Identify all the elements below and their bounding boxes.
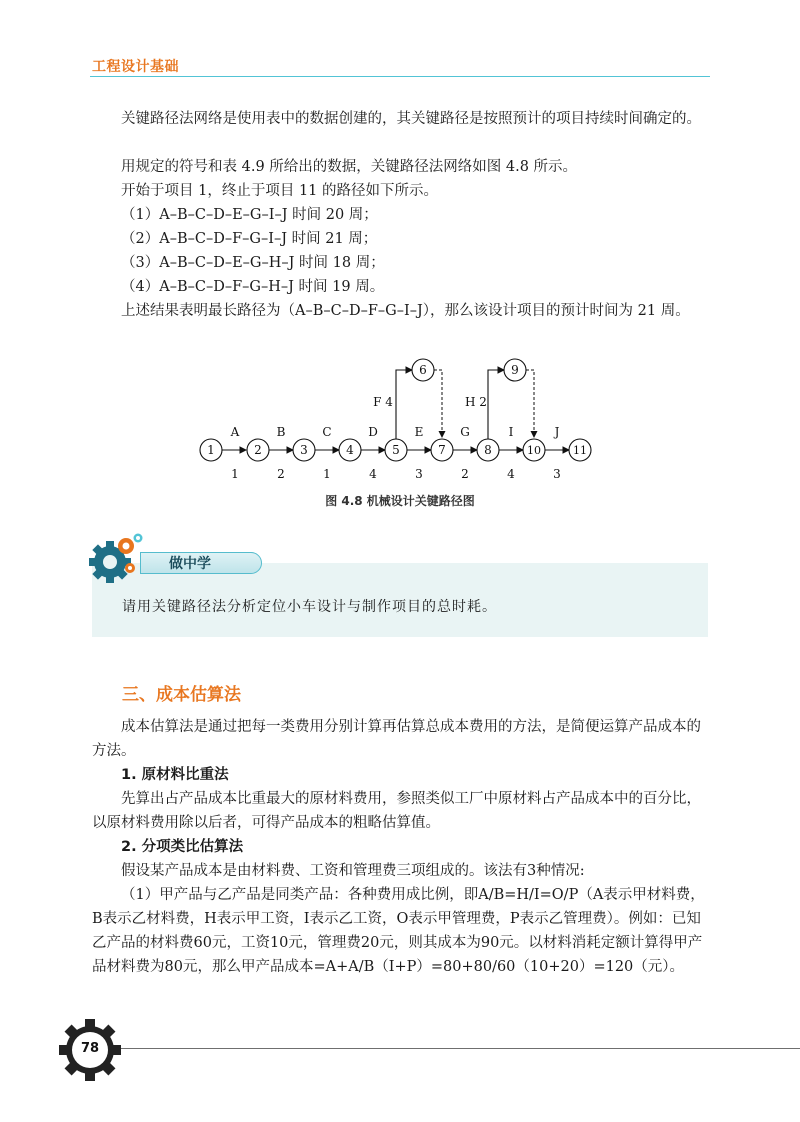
case-1-text: （1）甲产品与乙产品是同类产品：各种费用成比例，即A/B=H/I=O/P（A表示甲材料费，B表示乙材料费，H表示甲工资，I表示乙工资，O表示甲管理费，P表示乙管理费）。例如：已知乙产品的材料费60元，工资10元，管理费20元，则其成本为90元。以材料消耗定额计算得甲产品材料费为80元，那么甲产品成本=A+A/B（I+P）=80+80/60（10+20）=120（元）。 (92, 887, 705, 975)
activity-label: E (414, 425, 424, 439)
activity-label: A (230, 425, 240, 439)
path-item-4: （4）A–B–C–D–F–G–H–J 时间 19 周。 (121, 279, 385, 295)
gears-icon (88, 532, 148, 588)
section-title: 三、成本估算法 (122, 685, 241, 705)
subsection-text-2: 假设某产品成本是由材料费、工资和管理费三项组成的。该法有3种情况: (121, 863, 585, 879)
activity-duration: 3 (553, 467, 561, 481)
path-item-1: （1）A–B–C–D–E–G–I–J 时间 20 周； (121, 207, 378, 223)
practice-box-label: 做中学 (140, 552, 262, 574)
activity-duration: 1 (323, 467, 331, 481)
activity-label: J (554, 425, 560, 439)
branch-label-f: F 4 (373, 395, 393, 409)
figure-caption: 图 4.8 机械设计关键路径图 (325, 494, 475, 508)
subsection-text-1: 先算出占产品成本比重最大的原材料费用，参照类似工厂中原材料占产品成本中的百分比，以原材料费用除以后者，可得产品成本的粗略估算值。 (92, 791, 701, 831)
activity-duration: 1 (231, 467, 239, 481)
paragraph-paths-intro: 开始于项目 1，终止于项目 11 的路径如下所示。 (121, 183, 439, 199)
activity-duration: 4 (369, 467, 377, 481)
activity-label: D (368, 425, 378, 439)
paragraph-conclusion: 上述结果表明最长路径为（A–B–C–D–F–G–I–J），那么该设计项目的预计时间为 21 周。 (121, 303, 690, 319)
activity-label: B (276, 425, 286, 439)
activity-duration: 2 (461, 467, 469, 481)
paragraph-cpm-intro: 关键路径法网络是使用表中的数据创建的，其关键路径是按照预计的项目持续时间确定的。 (121, 111, 701, 127)
node-label: 1 (207, 443, 215, 457)
node-label: 5 (392, 443, 400, 457)
node-label: 8 (484, 443, 492, 457)
branch-label-h: H 2 (465, 395, 487, 409)
node-label: 4 (346, 443, 354, 457)
node-label: 2 (254, 443, 262, 457)
node-label: 6 (419, 363, 427, 377)
node-label: 3 (300, 443, 308, 457)
page-number: 78 (80, 1041, 100, 1056)
paragraph-figure-ref: 用规定的符号和表 4.9 所给出的数据，关键路径法网络如图 4.8 所示。 (121, 159, 578, 175)
activity-arrows (222, 370, 569, 450)
section-intro: 成本估算法是通过把每一类费用分别计算再估算总成本费用的方法，是简便运算产品成本的方法。 (92, 719, 701, 759)
path-item-2: （2）A–B–C–D–F–G–I–J 时间 21 周； (121, 231, 378, 247)
activity-label: C (322, 425, 332, 439)
activity-duration: 3 (415, 467, 423, 481)
practice-box-text: 请用关键路径法分析定位小车设计与制作项目的总时耗。 (122, 599, 497, 615)
running-header: 工程设计基础 (92, 59, 179, 75)
node-label: 9 (511, 363, 519, 377)
activity-label: G (460, 425, 470, 439)
header-divider (90, 76, 710, 77)
critical-path-diagram (180, 350, 620, 486)
footer-divider (116, 1048, 800, 1049)
activity-duration: 4 (507, 467, 515, 481)
node-label: 7 (438, 443, 446, 457)
activity-duration: 2 (277, 467, 285, 481)
path-item-3: （3）A–B–C–D–E–G–H–J 时间 18 周； (121, 255, 385, 271)
node-label: 10 (527, 444, 541, 457)
activity-label: I (508, 425, 514, 439)
subsection-title-2: 2. 分项类比估算法 (121, 839, 244, 855)
subsection-title-1: 1. 原材料比重法 (121, 767, 229, 783)
node-label: 11 (573, 444, 587, 457)
